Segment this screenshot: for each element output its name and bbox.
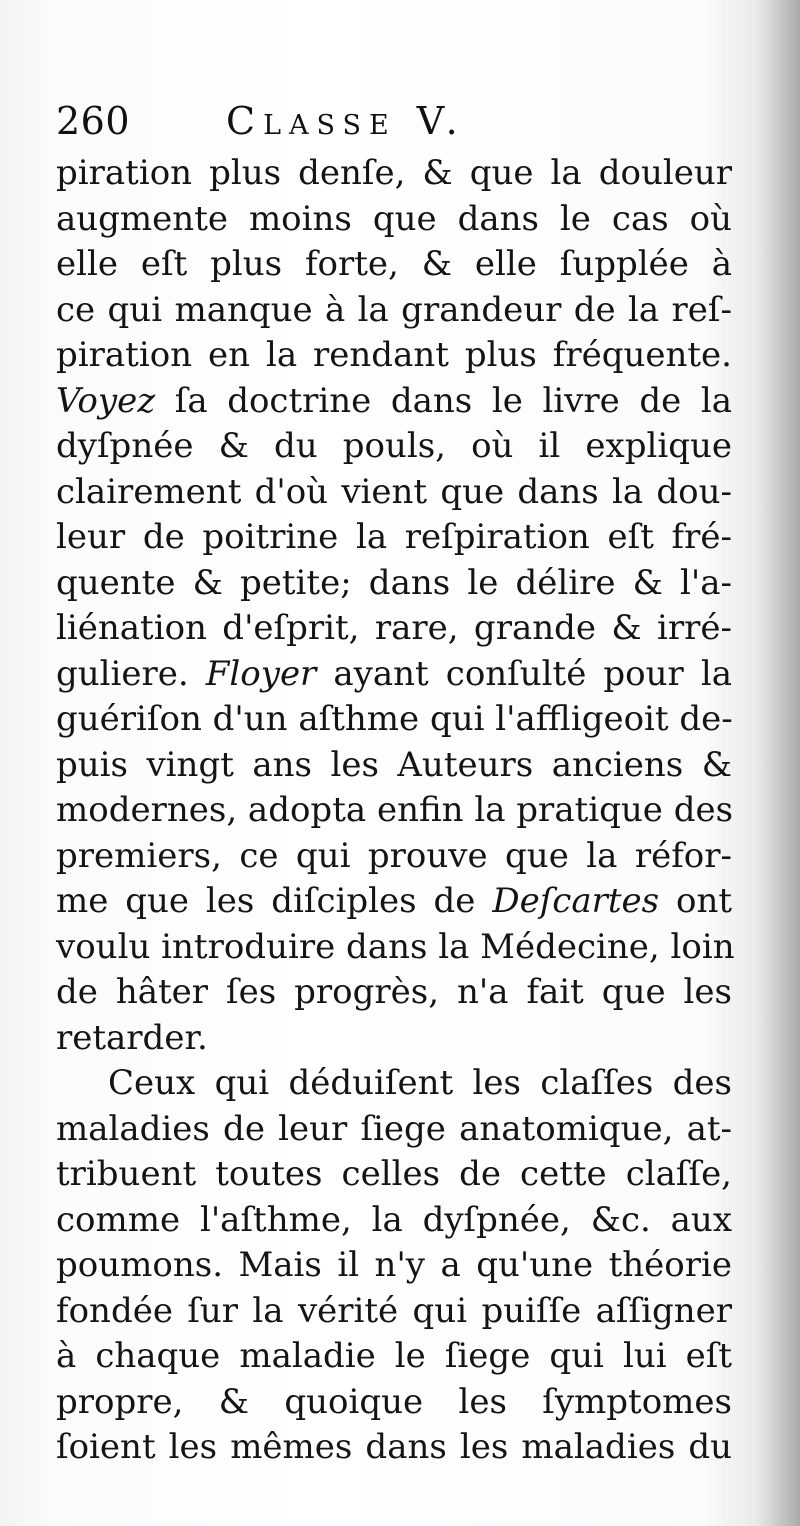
- text-line: tribuent toutes celles de cette claſſe,: [56, 1154, 732, 1194]
- text-line: dyſpnée & du pouls, où il explique: [56, 426, 732, 466]
- text-line: elle eſt plus forte, & elle ſupplée à: [56, 244, 732, 284]
- text-line: guliere. Floyer ayant conſulté pour la: [56, 653, 732, 694]
- body-text: [56, 151, 735, 1471]
- text-line: leur de poitrine la reſpiration eſt fré-: [56, 517, 732, 557]
- text-line: guériſon d'un aſthme qui l'affligeoit de-: [56, 699, 733, 739]
- text-line: maladies de leur ſiege anatomique, at-: [56, 1108, 732, 1149]
- text-line: modernes, adopta enfin la pratique des: [56, 790, 734, 830]
- text-line: premiers, ce qui prouve que la réfor-: [56, 835, 732, 876]
- text-line: de hâter ſes progrès, n'a fait que les: [56, 972, 732, 1012]
- text-line: voulu introduire dans la Médecine, loin: [56, 926, 735, 967]
- text-line: comme l'aſthme, la dyſpnée, &c. aux: [56, 1199, 732, 1240]
- text-line: fondée ſur la vérité qui puiſſe aſſigner: [56, 1290, 732, 1331]
- text-line: augmente moins que dans le cas où: [56, 198, 732, 239]
- page-gutter-shadow: [754, 0, 800, 1526]
- text-line: ſoient les mêmes dans les maladies du: [56, 1427, 732, 1467]
- text-line: à chaque maladie le ſiege qui lui eſt: [56, 1336, 732, 1376]
- italic-name: Voyez: [56, 380, 156, 421]
- text-line: Voyez ſa doctrine dans le livre de la: [56, 380, 732, 421]
- text-line: ce qui manque à la grandeur de la reſ-: [56, 289, 732, 330]
- text-line: quente & petite; dans le délire & l'a-: [56, 562, 732, 603]
- text-line: me que les diſciples de Deſcartes ont: [56, 881, 733, 921]
- text-line: propre, & quoique les ſymptomes: [56, 1381, 732, 1422]
- text-line: poumons. Mais il n'y a qu'une théorie: [56, 1245, 732, 1285]
- text-line: retarder.: [56, 1017, 208, 1058]
- page-header: [56, 96, 756, 146]
- text-line: puis vingt ans les Auteurs anciens &: [56, 744, 732, 785]
- page-number: 260: [56, 99, 131, 143]
- text-line: piration plus denſe, & que la douleur: [56, 153, 732, 193]
- text-line: clairement d'où vient que dans la dou-: [56, 471, 732, 512]
- italic-name: Floyer: [205, 653, 317, 694]
- text-line: liénation d'eſprit, rare, grande & irré-: [56, 608, 732, 648]
- text-line: piration en la rendant plus fréquente.: [56, 335, 732, 375]
- running-head: Classe V.: [226, 99, 466, 143]
- paragraph-start-line: Ceux qui déduiſent les claſſes des: [108, 1063, 732, 1103]
- italic-name: Deſcartes: [492, 881, 660, 921]
